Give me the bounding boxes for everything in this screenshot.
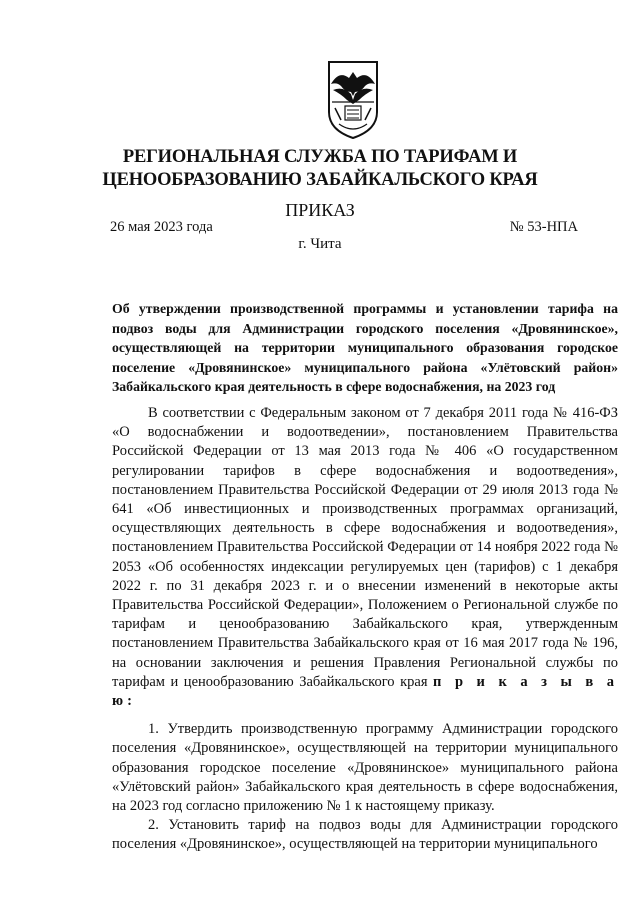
- organization-name-line2: ЦЕНООБРАЗОВАНИЮ ЗАБАЙКАЛЬСКОГО КРАЯ: [102, 170, 538, 190]
- item-paragraph-2: 2. Установить тариф на подвоз воды для Администрации городского поселения «Дровянинское», осуществляющей на территории муниципального: [112, 817, 618, 853]
- zabaykalsky-krai-coat-of-arms-icon: [325, 60, 381, 140]
- document-body: [112, 404, 618, 855]
- document-number: № 53-НПА: [509, 219, 578, 235]
- document-type: ПРИКАЗ: [285, 200, 355, 220]
- document-date: 26 мая 2023 года: [110, 219, 213, 235]
- document-title: Об утверждении производственной программы и установлении тарифа на подвоз воды для Администрации городского поселения «Дровянинское», осуществляющей на территории муниципального образования городское поселение «Дровянинское» муниципального района «Улётовский район» Забайкальского края деятельность в сфере водоснабжения, на 2023 год: [112, 301, 618, 394]
- item-paragraph-1: 1. Утвердить производственную программу Администрации городского поселения «Дровянинское», осуществляющей на территории муниципального образования городское поселение «Дровянинское» муниципального района «Улётовский район» Забайкальского края деятельность в сфере водоснабжения, на 2023 год согласно приложению № 1 к настоящему приказу.: [112, 721, 618, 815]
- preamble-text: В соответствии с Федеральным законом от 7 декабря 2011 года № 416-ФЗ «О водоснабжении и водоотведении», постановлением Правительства Российской Федерации от 13 мая 2013 года № 406 «О государственном регулировании тарифов в сфере водоснабжения и водоотведения», постановлением Правительства Российской Федерации от 29 июля 2013 года № 641 «Об инвестиционных и производственных программах организаций, осуществляющих деятельность в сфере водоснабжения и водоотведения», постановлением Правительства Российской Федерации от 14 ноября 2022 года № 2053 «Об особенностях индексации регулируемых цен (тарифов) с 1 декабря 2022 г. по 31 декабря 2023 г. и о внесении изменений в некоторые акты Правительства Российской Федерации», Положением о Региональной службе по тарифам и ценообразованию Забайкальского края, утвержденным постановлением Правительства Забайкальского края от 16 мая 2017 года № 196, на основании заключения и решения Правления Региональной службы по тарифам и ценообразованию Забайкальского края: [112, 405, 618, 690]
- order-word: п р и к а з ы в а ю:: [112, 673, 618, 710]
- document-city: г. Чита: [298, 236, 342, 252]
- organization-name: [80, 146, 560, 192]
- organization-name-line1: РЕГИОНАЛЬНАЯ СЛУЖБА ПО ТАРИФАМ И: [122, 147, 518, 167]
- preamble-paragraph: [112, 404, 618, 711]
